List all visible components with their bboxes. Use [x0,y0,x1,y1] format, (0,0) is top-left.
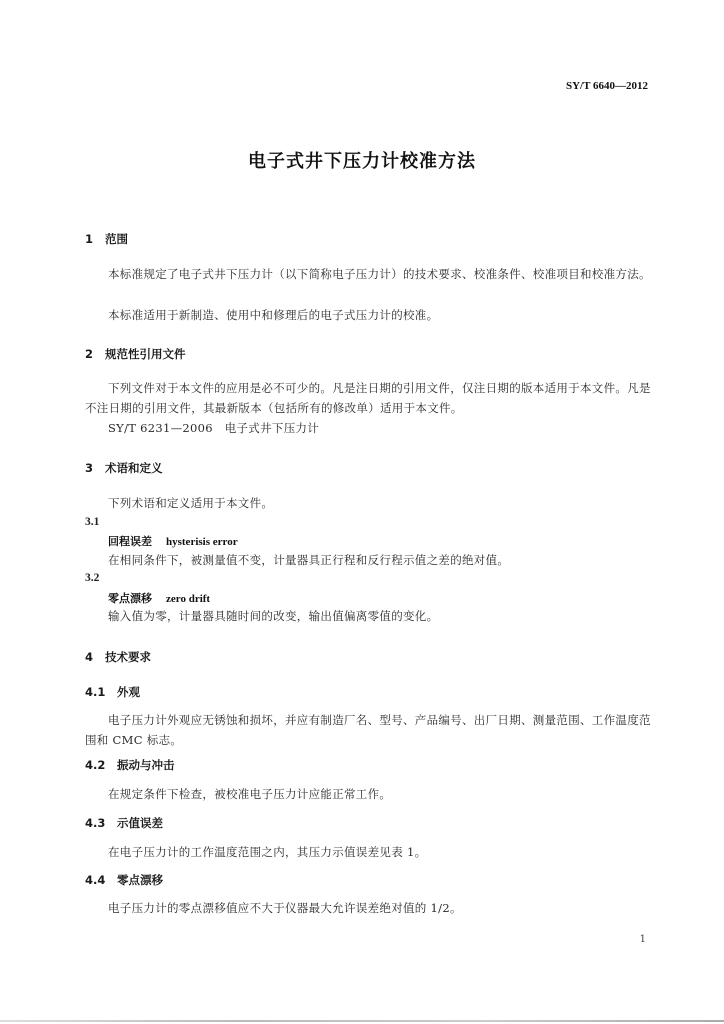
clause-number: 4.4 [85,873,106,887]
clause-number: 4.1 [85,685,106,699]
section-title: 术语和定义 [105,461,163,475]
term-3-1 [108,533,238,549]
clause-4-4-heading [85,872,163,888]
clause-4-3-paragraph: 在电子压力计的工作温度范围之内，其压力示值误差见表 1。 [108,845,427,859]
standard-code: SY/T 6640—2012 [565,80,648,92]
section-title: 范围 [105,232,128,246]
document-title: 电子式井下压力计校准方法 [248,151,476,172]
section-number: 1 [85,232,94,246]
clause-4-2-paragraph: 在规定条件下检查，被校准电子压力计应能正常工作。 [108,787,392,801]
term-en: zero drift [166,593,211,605]
section-3-heading [85,460,163,476]
term-zh: 零点漂移 [108,592,152,605]
clause-number: 4.2 [85,758,106,772]
normative-references-paragraph: 下列文件对于本文件的应用是必不可少的。凡是注日期的引用文件，仅注日期的版本适用于本文件。凡是不注日期的引用文件，其最新版本（包括所有的修改单）适用于本文件。 [85,381,651,415]
clause-number: 4.3 [85,816,106,830]
section-4-heading [85,649,151,665]
clause-title: 振动与冲击 [117,758,175,772]
scan-edge-divider [0,1020,724,1022]
section-1-heading [85,231,128,247]
clause-title: 零点漂移 [117,873,163,887]
section-number: 3 [85,461,94,475]
section-title: 规范性引用文件 [105,347,186,361]
section-number: 2 [85,347,94,361]
clause-4-1-heading [85,684,140,700]
term-3-1-definition: 在相同条件下，被测量值不变，计量器具正行程和反行程示值之差的绝对值。 [108,553,510,567]
term-en: hysterisis error [166,536,238,548]
term-zh: 回程误差 [108,535,152,548]
normative-reference-item: SY/T 6231—2006 电子式井下压力计 [108,421,320,435]
term-3-1-number: 3.1 [85,516,100,528]
clause-title: 外观 [117,685,140,699]
clause-4-2-heading [85,757,175,773]
term-3-2-definition: 输入值为零，计量器具随时间的改变，输出值偏离零值的变化。 [108,609,439,623]
clause-title: 示值误差 [117,816,163,830]
section-title: 技术要求 [105,650,151,664]
clause-4-3-heading [85,815,163,831]
term-3-2 [108,590,210,606]
clause-4-4-paragraph: 电子压力计的零点漂移值应不大于仪器最大允许误差绝对值的 1/2。 [108,901,462,915]
scope-paragraph-1: 本标准规定了电子式井下压力计（以下简称电子压力计）的技术要求、校准条件、校准项目和校准方法。 [108,267,651,281]
section-number: 4 [85,650,94,664]
terms-intro: 下列术语和定义适用于本文件。 [108,496,274,510]
term-3-2-number: 3.2 [85,572,100,584]
page-number: 1 [639,934,646,945]
clause-4-1-paragraph: 电子压力计外观应无锈蚀和损坏，并应有制造厂名、型号、产品编号、出厂日期、测量范围、工作温度范围和 CMC 标志。 [85,713,651,747]
scope-paragraph-2: 本标准适用于新制造、使用中和修理后的电子式压力计的校准。 [108,308,439,322]
section-2-heading [85,346,186,362]
